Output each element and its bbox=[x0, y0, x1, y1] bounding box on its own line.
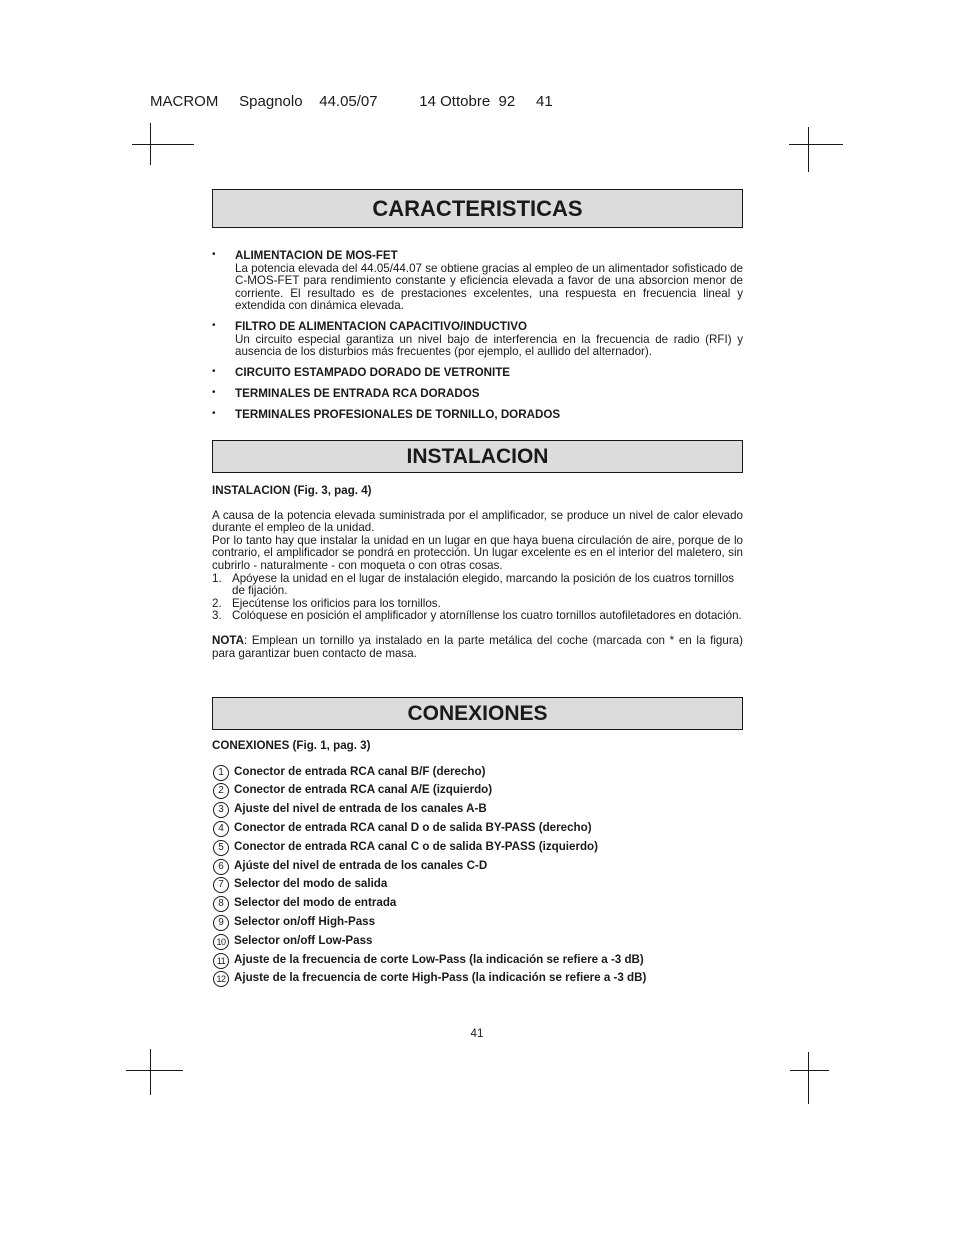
bullet-icon: • bbox=[212, 249, 216, 260]
connection-label: Conector de entrada RCA canal D o de salida BY-PASS (derecho) bbox=[234, 820, 592, 834]
step-number: 2. bbox=[212, 596, 222, 610]
list-item bbox=[212, 321, 743, 359]
step-text: Colóquese en posición el amplificador y atorníllense los cuatro tornillos autofiletadores en dotación. bbox=[232, 609, 742, 623]
section-title: INSTALACION bbox=[406, 445, 549, 468]
section-title: CARACTERISTICAS bbox=[372, 196, 583, 221]
connection-label: Selector on/off Low-Pass bbox=[234, 933, 373, 947]
step-text: Apóyese la unidad en el lugar de instalación elegido, marcando la posición de los cuatros tornillos de fijación. bbox=[232, 571, 735, 598]
feature-title: FILTRO DE ALIMENTACION CAPACITIVO/INDUCTIVO bbox=[235, 320, 527, 334]
feature-description: Un circuito especial garantiza un nivel bajo de interferencia en la frecuencia de radio (RFI) y ausencia de los disturbios más frecuentes (por ejemplo, el aullido del alternador). bbox=[235, 332, 743, 359]
section-title: CONEXIONES bbox=[407, 702, 548, 725]
note bbox=[212, 635, 743, 660]
page-number: 41 bbox=[470, 1027, 484, 1040]
note-text: : Emplean un tornillo ya instalado en la parte metálica del coche (marcada con * en la figura) para garantizar buen contacto de masa. bbox=[212, 633, 743, 660]
connection-label: Ajuste del nivel de entrada de los canales A-B bbox=[234, 802, 487, 816]
circled-number-icon: 5 bbox=[213, 840, 229, 856]
list-item bbox=[212, 897, 743, 916]
step-number: 1. bbox=[212, 571, 222, 585]
circled-number-icon: 7 bbox=[213, 877, 229, 893]
section-header-instalacion bbox=[212, 440, 743, 473]
list-item bbox=[212, 935, 743, 954]
list-item bbox=[212, 388, 743, 401]
section-header-caracteristicas bbox=[212, 189, 743, 228]
circled-number-icon: 9 bbox=[213, 915, 229, 931]
connection-label: Ajuste de la frecuencia de corte Low-Pass (la indicación se refiere a -3 dB) bbox=[234, 952, 644, 966]
step-number: 3. bbox=[212, 609, 222, 623]
list-item bbox=[212, 573, 743, 598]
bullet-icon: • bbox=[212, 386, 216, 398]
paragraph: Por lo tanto hay que instalar la unidad en un lugar en que haya buena circulación de aire, porque de lo contrario, el amplificador se pondrá en protección. Un lugar excelente es en el interior del maletero, sin cubrirlo - naturalmente - con moqueta o con otras cosas. bbox=[212, 533, 743, 572]
connection-label: Selector on/off High-Pass bbox=[234, 914, 376, 928]
circled-number-icon: 4 bbox=[213, 821, 229, 837]
list-item bbox=[212, 784, 743, 803]
list-item bbox=[212, 916, 743, 935]
bullet-icon: • bbox=[212, 320, 216, 332]
list-item bbox=[212, 972, 743, 991]
circled-number-icon: 6 bbox=[213, 859, 229, 875]
list-item bbox=[212, 367, 743, 380]
list-item bbox=[212, 803, 743, 822]
list-item bbox=[212, 610, 743, 623]
circled-number-icon: 2 bbox=[213, 783, 229, 799]
list-item bbox=[212, 822, 743, 841]
list-item bbox=[212, 841, 743, 860]
bullet-icon: • bbox=[212, 407, 216, 419]
instalacion-content bbox=[212, 485, 743, 660]
feature-title: TERMINALES PROFESIONALES DE TORNILLO, DORADOS bbox=[235, 407, 561, 421]
list-item bbox=[212, 409, 743, 422]
conexiones-list bbox=[212, 766, 743, 992]
circled-number-icon: 11 bbox=[213, 953, 229, 969]
connection-label: Ajúste del nivel de entrada de los canales C-D bbox=[234, 858, 488, 872]
conexiones-content bbox=[212, 740, 743, 991]
note-label: NOTA bbox=[212, 633, 244, 647]
circled-number-icon: 1 bbox=[213, 765, 229, 781]
circled-number-icon: 10 bbox=[213, 934, 229, 950]
section-header-conexiones bbox=[212, 697, 743, 730]
list-item bbox=[212, 766, 743, 785]
circled-number-icon: 8 bbox=[213, 896, 229, 912]
subheading: CONEXIONES (Fig. 1, pag. 3) bbox=[212, 739, 371, 752]
slug-line: MACROM Spagnolo 44.05/07 14 Ottobre 92 41 bbox=[150, 93, 553, 110]
step-text: Ejecútense los orificios para los tornillos. bbox=[232, 596, 441, 610]
steps-list bbox=[212, 573, 743, 623]
list-item bbox=[212, 878, 743, 897]
feature-title: CIRCUITO ESTAMPADO DORADO DE VETRONITE bbox=[235, 366, 511, 380]
list-item bbox=[212, 954, 743, 973]
connection-label: Ajuste de la frecuencia de corte High-Pass (la indicación se refiere a -3 dB) bbox=[234, 971, 647, 985]
connection-label: Conector de entrada RCA canal C o de salida BY-PASS (izquierdo) bbox=[234, 839, 598, 853]
connection-label: Selector del modo de entrada bbox=[234, 896, 397, 910]
list-item bbox=[212, 860, 743, 879]
connection-label: Conector de entrada RCA canal B/F (derecho) bbox=[234, 764, 486, 778]
caracteristicas-list-container bbox=[212, 250, 743, 429]
caracteristicas-list bbox=[212, 250, 743, 421]
list-item bbox=[212, 250, 743, 313]
subheading: INSTALACION (Fig. 3, pag. 4) bbox=[212, 484, 372, 497]
circled-number-icon: 3 bbox=[213, 802, 229, 818]
connection-label: Conector de entrada RCA canal A/E (izquierdo) bbox=[234, 783, 493, 797]
connection-label: Selector del modo de salida bbox=[234, 877, 388, 891]
circled-number-icon: 12 bbox=[213, 971, 229, 987]
feature-title: TERMINALES DE ENTRADA RCA DORADOS bbox=[235, 386, 480, 400]
paragraph: A causa de la potencia elevada suministrada por el amplificador, se produce un nivel de calor elevado durante el empleo de la unidad. bbox=[212, 508, 743, 535]
feature-title: ALIMENTACION DE MOS-FET bbox=[235, 249, 398, 262]
feature-description: La potencia elevada del 44.05/44.07 se obtiene gracias al empleo de un alimentador sofisticado de C-MOS-FET para rendimiento constante y eficiencia elevada a favor de una absorcion menor de corriente. El resultado es de prestaciones excelentes, una respuesta en frecuencia lineal y extendida con dinámica elevada. bbox=[235, 261, 743, 313]
bullet-icon: • bbox=[212, 366, 216, 378]
